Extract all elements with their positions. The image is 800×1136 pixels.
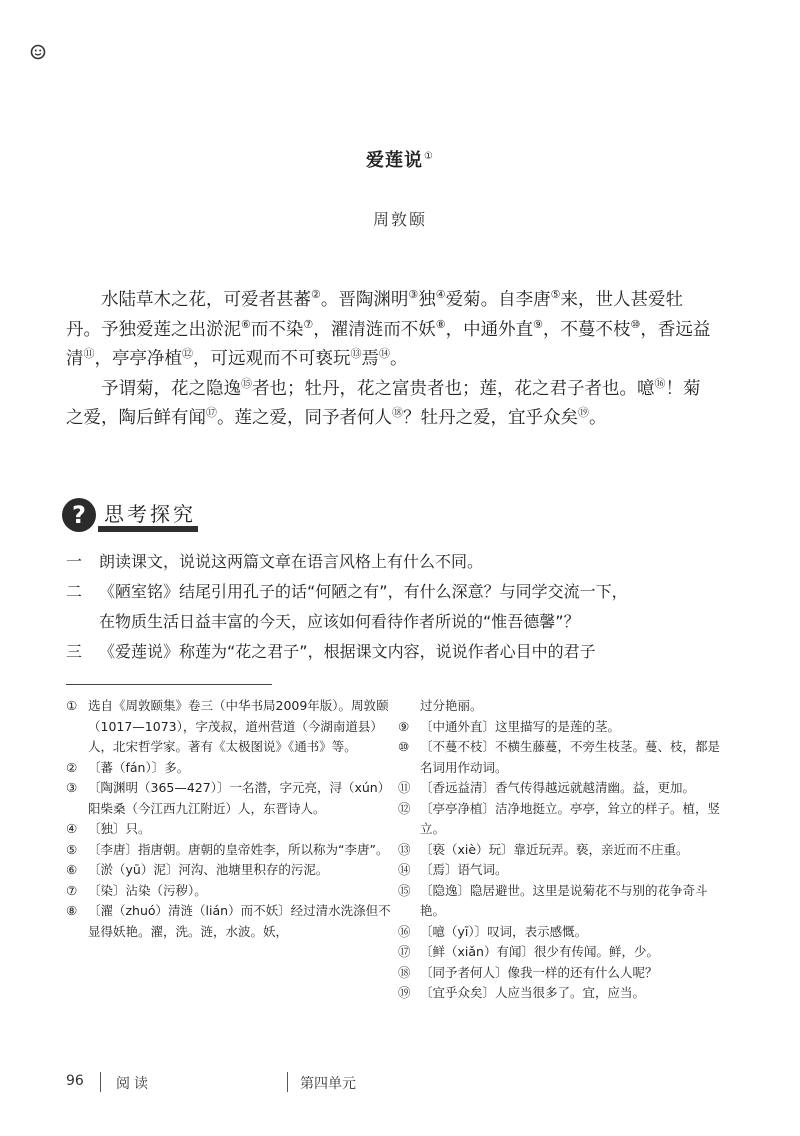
- footnote-item: [398, 737, 728, 778]
- footnote-marker: ④: [66, 821, 78, 836]
- footnote-marker: ⑥: [66, 862, 78, 877]
- footnote-item: [66, 819, 391, 840]
- question-item: [66, 547, 716, 577]
- essay-text: ，可远观而不可亵玩: [193, 349, 351, 369]
- footnotes-left-column: [66, 696, 391, 942]
- footnote-ref: ⑩: [630, 317, 641, 331]
- footnote-ref: ⑧: [435, 317, 446, 331]
- essay-text: ，不蔓不枝: [543, 319, 631, 340]
- footnote-text: 〔噫（yī）〕叹词，表示感慨。: [420, 923, 588, 939]
- essay-paragraph: [66, 375, 712, 434]
- footnote-item: [398, 778, 728, 799]
- essay-text: 。: [390, 349, 408, 369]
- footnote-text: 〔李唐〕指唐朝。唐朝的皇帝姓李，所以称为“李唐”。: [88, 841, 389, 857]
- question-text: 《陋室铭》结尾引用孔子的话“何陋之有”，有什么深意？与同学交流一下，: [99, 582, 628, 601]
- section-label: 阅读: [116, 1076, 152, 1092]
- footnote-marker: ⑫: [398, 800, 411, 816]
- essay-text: 。: [589, 408, 607, 428]
- footnote-item: [398, 963, 728, 984]
- essay-text: 予谓菊，花之隐逸: [101, 378, 241, 399]
- footnote-item: [398, 922, 728, 943]
- footnote-marker: ⑪: [398, 780, 411, 795]
- unit-label: 第四单元: [300, 1076, 356, 1092]
- footnote-item: [66, 840, 391, 861]
- footnote-ref: ⑲: [578, 406, 589, 420]
- footnote-item: [398, 799, 728, 840]
- footnote-marker: ②: [66, 759, 78, 775]
- footnote-marker: ⑧: [66, 903, 78, 918]
- question-list: [66, 547, 716, 667]
- footnote-marker: ⑬: [398, 841, 411, 857]
- footnote-divider: [66, 684, 272, 685]
- footnote-text: 〔鲜（xiǎn）有闻〕很少有传闻。鲜，少。: [420, 944, 659, 959]
- page-footer: [0, 1068, 800, 1098]
- essay-text: ？牡丹之爱，宜乎众矣: [403, 408, 578, 428]
- question-number: 一: [66, 552, 83, 571]
- footnote-marker: ⑰: [398, 944, 411, 959]
- question-number: 三: [66, 642, 83, 661]
- footnote-marker: ⑤: [66, 841, 78, 857]
- think-section-header: [62, 496, 222, 536]
- essay-text: 。莲之爱，同予者何人: [217, 408, 392, 428]
- footer-divider: [100, 1072, 101, 1092]
- footnote-marker: ⑦: [66, 882, 78, 898]
- essay-text: ，香远益清: [66, 319, 711, 369]
- footnote-marker: ⑨: [398, 718, 410, 734]
- question-text: 朗读课文，说说这两篇文章在语言风格上有什么不同。: [99, 552, 484, 571]
- essay-body: [66, 286, 712, 434]
- footnote-continuation: 过分艳丽。: [420, 698, 483, 713]
- footnote-item: [398, 717, 728, 738]
- footnote-item: [66, 696, 391, 758]
- footnote-text: 〔焉〕语气词。: [420, 862, 508, 877]
- essay-text: 独: [418, 290, 436, 310]
- footnote-marker: ③: [66, 780, 78, 795]
- footnote-text: 〔同予者何人〕像我一样的还有什么人呢？: [420, 964, 658, 980]
- footnote-text: 〔淤（yū）泥〕河沟、池塘里积存的污泥。: [88, 862, 329, 877]
- essay-text: 。晋陶渊明: [320, 290, 409, 310]
- footnote-item: [398, 840, 728, 861]
- footnote-item: [398, 860, 728, 881]
- footnotes-right-column: [398, 696, 728, 1004]
- footnote-text: 〔染〕沾染（污秽）。: [88, 882, 207, 898]
- think-section-label: 思考探究: [104, 502, 196, 526]
- footnote-marker: ⑮: [398, 882, 411, 898]
- footnote-text: 〔香远益清〕香气传得越远就越清幽。益，更加。: [420, 780, 696, 795]
- footnote-item: [66, 901, 391, 942]
- essay-text: ，中通外直: [445, 319, 534, 340]
- footnote-marker: ⑯: [398, 923, 411, 939]
- footnote-text: 〔陶渊明（365—427）〕一名潜，字元亮，浔（xún）阳柴桑（今江西九江附近）人，东晋诗人。: [88, 780, 391, 816]
- footnote-item: [398, 983, 728, 1004]
- essay-text: 爱菊。自李唐: [445, 290, 551, 310]
- footnote-ref: ⑫: [182, 347, 193, 361]
- essay-text: 水陆草木之花，可爱者甚蕃: [101, 290, 311, 310]
- page-title: [0, 146, 800, 172]
- footnote-text: 〔中通外直〕这里描写的是莲的茎。: [420, 718, 621, 734]
- title-text: 爱莲说: [366, 150, 424, 171]
- footnote-marker: ①: [66, 698, 78, 713]
- footnote-ref: ⑪: [83, 347, 95, 361]
- essay-text: ，濯清涟而不妖: [313, 319, 436, 340]
- question-text: 《爱莲说》称莲为“花之君子”，根据课文内容，说说作者心目中的君子: [99, 642, 596, 661]
- footnote-ref: ⑥: [241, 317, 251, 331]
- footnote-text: 〔亵（xiè）玩〕靠近玩弄。亵，亲近而不庄重。: [420, 841, 689, 857]
- footnote-text: 〔亭亭净植〕洁净地挺立。亭亭，耸立的样子。植，竖立。: [420, 800, 721, 836]
- footnote-text: 〔不蔓不枝〕不横生藤蔓，不旁生枝茎。蔓、枝，都是名词用作动词。: [420, 739, 721, 775]
- essay-paragraph: [66, 286, 712, 375]
- essay-text: 而不染: [250, 319, 304, 340]
- footnote-marker: ⑱: [398, 964, 411, 980]
- footnote-marker: ⑲: [398, 985, 411, 1000]
- footnote-text: 〔蕃（fán）〕多。: [88, 759, 190, 775]
- footnote-ref: ⑨: [533, 317, 543, 331]
- footnote-item: [66, 860, 391, 881]
- footnote-text: 〔宜乎众矣〕人应当很多了。宜，应当。: [420, 985, 646, 1000]
- question-item: [66, 577, 716, 607]
- footnote-item: [66, 778, 391, 819]
- page-number: 96: [66, 1073, 84, 1089]
- footnote-ref: ⑱: [392, 406, 403, 420]
- footnote-text: 〔隐逸〕隐居避世。这里是说菊花不与别的花争奇斗艳。: [420, 882, 708, 918]
- essay-text: 者也；牡丹，花之富贵者也；莲，花之君子者也。噫: [252, 378, 655, 399]
- title-footnote-ref: ①: [424, 151, 434, 162]
- footnote-item: [398, 942, 728, 963]
- essay-text: ，亭亭净植: [94, 349, 182, 369]
- question-text: 在物质生活日益丰富的今天，应该如何看待作者所说的“惟吾德馨”？: [99, 612, 580, 631]
- essay-text: ！菊之爱，陶后鲜有闻: [66, 378, 701, 428]
- question-number: 二: [66, 582, 83, 601]
- footnote-ref: ⑦: [303, 317, 314, 331]
- footnote-ref: ⑭: [379, 347, 390, 361]
- smiley-icon: [30, 44, 46, 60]
- footnote-ref: ⑤: [550, 288, 561, 302]
- footnote-ref: ⑮: [241, 376, 252, 390]
- footnote-marker: ⑭: [398, 862, 411, 877]
- question-item: [66, 607, 716, 637]
- footnote-ref: ⑬: [350, 347, 362, 361]
- footer-divider: [287, 1072, 288, 1092]
- footnote-item: [398, 881, 728, 922]
- question-item: [66, 637, 716, 667]
- essay-text: 焉: [361, 349, 379, 369]
- footnote-ref: ⑯: [654, 376, 666, 390]
- essay-text: 来，世人甚爱牡丹。予独爱莲之出淤泥: [66, 290, 683, 340]
- footnote-ref: ⑰: [206, 406, 217, 420]
- footnote-ref: ②: [311, 288, 321, 302]
- footnote-ref: ④: [435, 288, 446, 302]
- footnote-item: [66, 881, 391, 902]
- footnote-text: 〔濯（zhuó）清涟（lián）而不妖〕经过清水洗涤但不显得妖艳。濯，洗。涟，水波。妖，: [88, 903, 391, 939]
- footnote-ref: ③: [408, 288, 419, 302]
- author-name: 周敦颐: [372, 210, 427, 229]
- footnote-marker: ⑩: [398, 739, 410, 754]
- footnote-text: 〔独〕只。: [88, 821, 151, 836]
- question-mark-icon: ?: [62, 498, 96, 532]
- footnote-item: [66, 758, 391, 779]
- footnote-text: 选自《周敦颐集》卷三（中华书局2009年版）。周敦颐（1017—1073），字茂叔，道州营道（今湖南道县）人，北宋哲学家。著有《太极图说》《通书》等。: [88, 698, 389, 754]
